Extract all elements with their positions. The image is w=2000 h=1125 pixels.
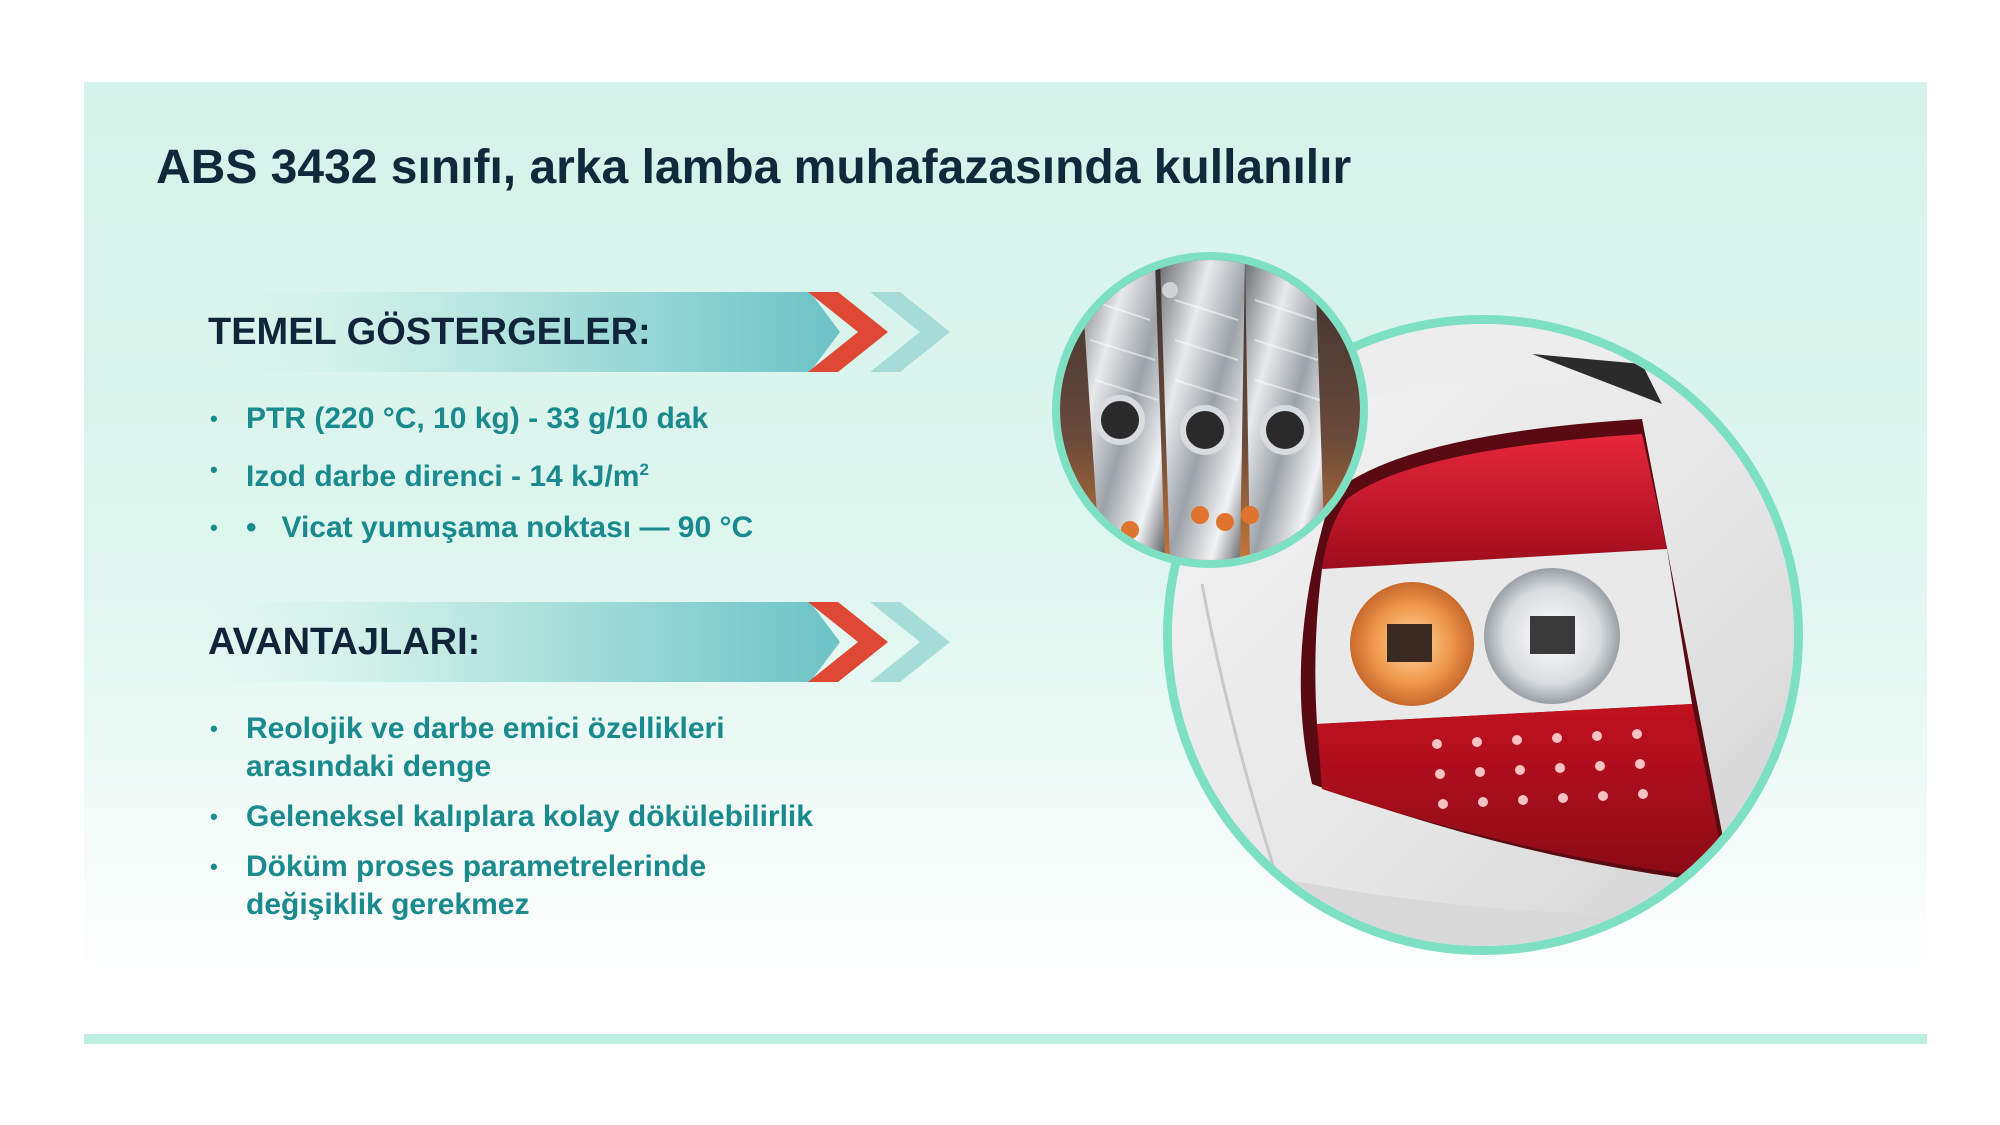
bullet-icon: • <box>210 716 218 741</box>
reflector-illustration <box>1060 260 1360 560</box>
bullet-icon: • <box>210 515 218 540</box>
list-item: • PTR (220 °C, 10 kg) - 33 g/10 dak <box>210 400 753 438</box>
section-banner-indicators <box>190 292 960 372</box>
list-item: • Reolojik ve darbe emici özellikleri arasındaki denge <box>210 712 725 783</box>
list-item: • Geleneksel kalıplara kolay dökülebilirlik <box>210 798 813 836</box>
list-item: • Izod darbe direnci - 14 $kJ/m^2$ <box>210 451 753 496</box>
list-item: • • Vicat yumuşama noktası — 90 °C <box>210 509 753 547</box>
bottom-divider <box>84 1034 1927 1044</box>
list-item: • Döküm proses parametrelerinde değişiklik gerekmez <box>210 850 707 921</box>
page-title: ABS 3432 sınıfı, arka lamba muhafazasında kullanılır <box>156 141 1352 194</box>
advantages-list <box>210 710 813 924</box>
section-banner-advantages <box>190 602 960 682</box>
bullet-icon: • <box>210 804 218 829</box>
bullet-icon: • <box>210 854 218 879</box>
bullet-icon: • <box>210 457 218 482</box>
section-heading: AVANTAJLARI: <box>208 621 481 663</box>
lamp-housing-detail-photo <box>1052 252 1368 568</box>
bullet-icon: • <box>210 406 218 431</box>
indicators-list <box>210 400 753 547</box>
section-heading: TEMEL GÖSTERGELER: <box>208 311 651 353</box>
